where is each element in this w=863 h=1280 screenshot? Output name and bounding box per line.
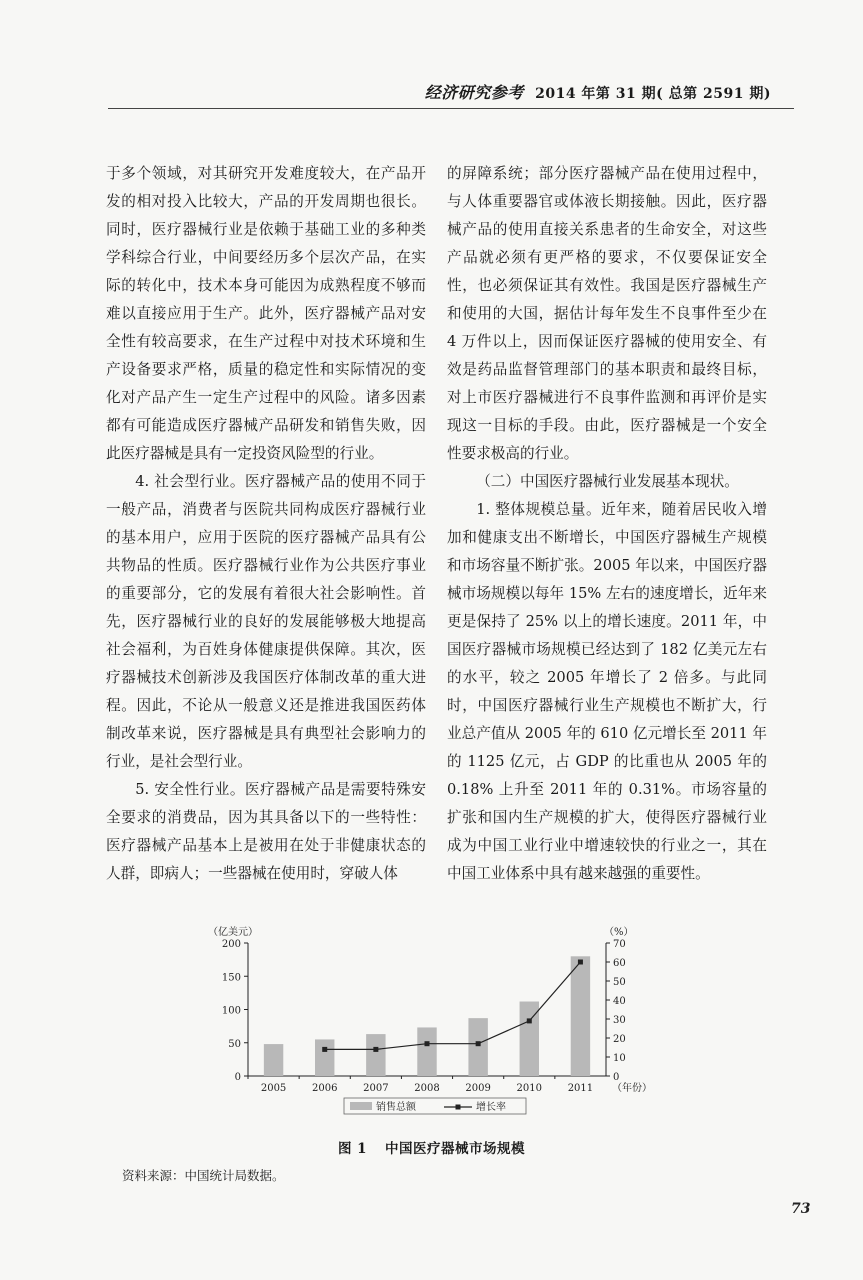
bar: [571, 956, 590, 1076]
paragraph: 的屏障系统；部分医疗器械产品在使用过程中，与人体重要器官或体液长期接触。因此，医疗器械产品的使用直接关系患者的生命安全，对这些产品就必须有更严格的要求，不仅要保证安全性，也必须保证其有效性。我国是医疗器械生产和使用的大国，据估计每年发生不良事件至少在 4 万件以上，因而保证医疗器械的使用安全、有效是药品监督管理部门的基本职责和最终目标，对上市医疗器械进行不良事件监测和再评价是实现这一目标的手段。由此，医疗器械是一个安全性要求极高的行业。: [447, 165, 767, 462]
paragraph: 4. 社会型行业。医疗器械产品的使用不同于一般产品，消费者与医院共同构成医疗器械行业的基本用户，应用于医院的医疗器械产品具有公共物品的性质。医疗器械行业作为公共医疗事业的重要部分，它的发展有着很大社会影响性。首先，医疗器械行业的良好的发展能够极大地提高社会福利，为百姓身体健康提供保障。其次，医疗器械技术创新涉及我国医疗体制改革的重大进程。因此，不论从一般意义还是推进我国医药体制改革来说，医疗器械是具有典型社会影响力的行业，是社会型行业。: [106, 473, 426, 770]
y-right-tick-label: 70: [613, 939, 626, 950]
growth-point: [527, 1018, 532, 1023]
left-column: [106, 160, 426, 888]
y-right-tick-label: 30: [613, 1015, 626, 1026]
bar: [417, 1027, 436, 1076]
y-right-tick-label: 0: [613, 1072, 620, 1083]
chart-svg: [196, 923, 666, 1123]
running-header: [425, 80, 771, 103]
figure-caption: [0, 1137, 863, 1157]
x-tick-label: 2008: [414, 1083, 440, 1094]
growth-point: [373, 1047, 378, 1052]
y-left-tick-label: 150: [221, 972, 241, 984]
y-right-tick-label: 20: [613, 1034, 626, 1045]
y-right-unit-label: （%）: [604, 927, 634, 938]
paragraph: 1. 整体规模总量。近年来，随着居民收入增加和健康支出不断增长，中国医疗器械生产规模和市场容量不断扩张。2005 年以来，中国医疗器械市场规模以每年 15% 左右的速度增长，近年来更是保持了 25% 以上的增长速度。2011 年，中国医疗器械市场规模已经达到了 182 亿美元左右的水平，较之 2005 年增长了 2 倍多。与此同时，中国医疗器械行业生产规模也不断扩大，行业总产值从 2005 年的 610 亿元增长至 2011 年的 1125 亿元，占 GDP 的比重也从 2005 年的 0.18% 上升至 2011 年的 0.31%。市场容量的扩张和国内生产规模的扩大，使得医疗器械行业成为中国工业行业中增速较快的行业之一，其在中国工业体系中具有越来越强的重要性。: [447, 501, 767, 882]
paragraph: 于多个领域，对其研究开发难度较大，在产品开发的相对投入比较大，产品的开发周期也很长。同时，医疗器械行业是依赖于基础工业的多种类学科综合行业，中间要经历多个层次产品，在实际的转化中，技术本身可能因为成熟程度不够而难以直接应用于生产。此外，医疗器械产品对安全性有较高要求，在生产过程中对技术环境和生产设备要求严格，质量的稳定性和实际情况的变化对产品产生一定生产过程中的风险。诸多因素都有可能造成医疗器械产品研发和销售失败，因此医疗器械是具有一定投资风险型的行业。: [106, 165, 426, 462]
legend-label-growth: 增长率: [476, 1102, 506, 1113]
y-left-unit-label: （亿美元）: [208, 927, 258, 938]
y-right-tick-label: 10: [613, 1053, 626, 1064]
issue-info: 2014 年第 31 期( 总第 2591 期): [535, 86, 771, 102]
legend-bar-swatch: [350, 1102, 372, 1110]
y-right-tick-label: 50: [613, 977, 626, 988]
growth-point: [578, 960, 583, 965]
x-tick-label: 2006: [311, 1083, 338, 1094]
legend-label-sales: 销售总额: [376, 1102, 416, 1113]
figure-number: 图 1: [337, 1141, 368, 1157]
page-number: 73: [791, 1201, 811, 1217]
x-tick-label: 2011: [567, 1083, 594, 1094]
paragraph: 5. 安全性行业。医疗器械产品是需要特殊安全要求的消费品，因为其具备以下的一些特性：医疗器械产品基本上是被用在处于非健康状态的人群，即病人；一些器械在使用时，穿破人体: [106, 781, 426, 882]
bar: [468, 1018, 487, 1076]
x-tick-label: 2007: [363, 1083, 389, 1094]
x-tick-label: 2005: [260, 1083, 287, 1094]
growth-point: [425, 1041, 430, 1046]
y-right-tick-label: 40: [613, 996, 626, 1007]
x-tick-label: 2009: [465, 1083, 491, 1094]
legend-line-marker: [456, 1105, 461, 1110]
bar: [264, 1044, 283, 1076]
y-left-tick-label: 50: [228, 1038, 241, 1050]
growth-line: [325, 962, 581, 1049]
x-axis-label: （年份）: [612, 1083, 652, 1094]
growth-point: [476, 1041, 481, 1046]
right-column: [447, 160, 767, 888]
y-left-tick-label: 200: [221, 939, 241, 950]
x-tick-label: 2010: [516, 1083, 543, 1094]
growth-point: [322, 1047, 327, 1052]
header-rule: [108, 108, 794, 109]
y-left-tick-label: 0: [234, 1072, 241, 1083]
bar: [366, 1034, 385, 1076]
y-left-tick-label: 100: [221, 1005, 241, 1017]
bar: [315, 1039, 334, 1076]
market-size-chart: [196, 923, 666, 1123]
section-heading: （二）中国医疗器械行业发展基本现状。: [476, 473, 739, 490]
y-right-tick-label: 60: [613, 958, 626, 969]
figure-title: 中国医疗器械市场规模: [385, 1141, 526, 1157]
data-source: 资料来源：中国统计局数据。: [122, 1168, 285, 1183]
journal-name: 经济研究参考: [424, 83, 524, 102]
